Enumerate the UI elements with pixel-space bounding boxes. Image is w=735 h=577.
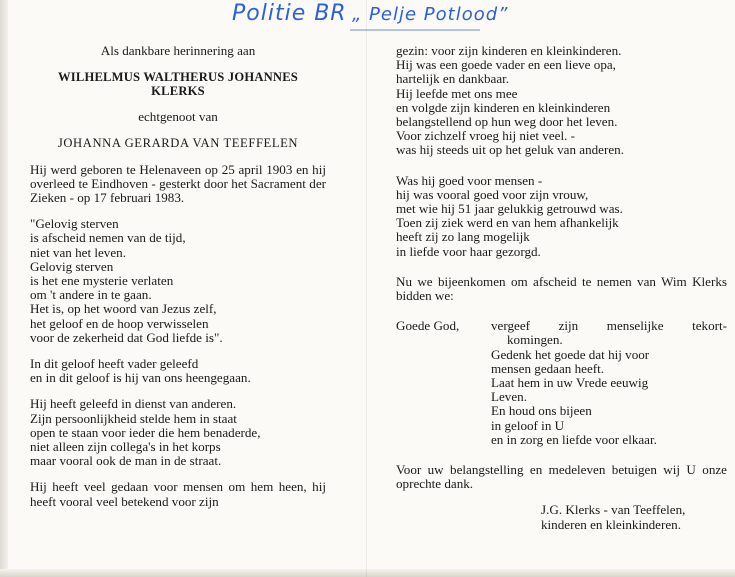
handwritten-underline: [350, 29, 480, 31]
intro-line: Als dankbare herinnering aan: [100, 43, 256, 58]
prayer-line: komingen.: [507, 332, 563, 348]
handwritten-annotation: [232, 1, 532, 37]
faith-stanza: [30, 357, 326, 385]
fold-line: [366, 0, 367, 577]
goodness-line: Was hij goed voor mensen -: [396, 172, 543, 188]
card-edge: [0, 0, 8, 577]
poem-line: is het ene mysterie verlaten: [30, 273, 174, 289]
faith-line: en in dit geloof is hij van ons heengegaan.: [30, 370, 251, 386]
poem-line: "Gelovig sterven: [30, 216, 119, 232]
family-line: belangstellend op hun weg door het leven.: [396, 114, 618, 130]
signature-block: [541, 503, 727, 531]
signature-line: J.G. Klerks - van Teeffelen,: [541, 502, 686, 518]
faith-line: In dit geloof heeft vader geleefd: [30, 356, 199, 372]
family-line: was hij steeds uit op het geluk van anderen.: [396, 142, 624, 158]
poem-line: voor de zekerheid dat God liefde is".: [30, 329, 223, 345]
gathering-paragraph: Nu we bijeenkomen om afscheid te nemen van Wim Klerks bidden we:: [396, 273, 727, 304]
poem-line: het geloof en de hoop verwisselen: [30, 315, 209, 331]
family-line: Voor zichzelf vroeg hij niet veel. -: [396, 128, 576, 144]
closing-paragraph: Hij heeft veel gedaan voor mensen om hem heen, hij heeft vooral veel betekend voor zijn: [30, 479, 326, 509]
service-stanza: [30, 397, 326, 468]
prayer-line: Leven.: [491, 389, 527, 405]
family-line: hartelijk en dankbaar.: [396, 71, 510, 87]
poem-line: om 't andere in te gaan.: [30, 287, 152, 303]
prayer-first-line: vergeef zijn menselijke tekort-: [491, 318, 727, 334]
poem-line: is afscheid nemen van de tijd,: [30, 230, 186, 246]
bio-paragraph: Hij werd geboren te Helenaveen op 25 april 1903 en hij overleed te Eindhoven - gesterkt door het Sacrament der Zieken - op 17 februari 1983.: [30, 161, 326, 206]
goodness-line: hij was vooral goed voor zijn vrouw,: [396, 186, 589, 202]
family-line: Hij was een goede vader en een lieve opa,: [396, 57, 616, 73]
goodness-line: Toen zij ziek werd en van hem afhankelijk: [396, 215, 619, 231]
prayer-line: in geloof in U: [491, 417, 565, 433]
prayer-block: [396, 319, 727, 447]
goodness-line: in liefde voor haar gezorgd.: [396, 243, 541, 259]
service-line: open te staan voor ieder die hem benaderde,: [30, 424, 261, 440]
card-edge-bottom: [0, 569, 735, 577]
right-column: [396, 44, 727, 532]
goodness-line: met wie hij 51 jaar gelukkig getrouwd was.: [396, 201, 623, 217]
prayer-body: [491, 319, 727, 447]
service-line: niet alleen zijn collega's in het korps: [30, 439, 221, 455]
poem-stanza: [30, 217, 326, 345]
deceased-name-line1: WILHELMUS WALTHERUS JOHANNES: [57, 70, 299, 85]
handwritten-tag: „ Pelje Potlood”: [352, 4, 509, 25]
goodness-line: heeft zij zo lang mogelijk: [396, 229, 530, 245]
prayer-line: Laat hem in uw Vrede eeuwig: [491, 375, 649, 391]
goodness-stanza: [396, 174, 727, 259]
deceased-name-line2: KLERKS: [151, 84, 205, 99]
family-line: Hij leefde met ons mee: [396, 85, 518, 101]
signature-line: kinderen en kleinkinderen.: [541, 516, 681, 532]
prayer-line: En houd ons bijeen: [491, 403, 592, 419]
prayer-opening: Goede God,: [396, 318, 460, 334]
prayer-line: Gedenk het goede dat hij voor: [491, 346, 650, 362]
relation-line: echtgenoot van: [138, 109, 218, 125]
service-line: Hij heeft geleefd in dienst van anderen.: [30, 396, 237, 412]
left-column: [30, 44, 326, 509]
service-line: maar vooral ook de man in de straat.: [30, 453, 222, 469]
thanks-paragraph: Voor uw belangstelling en medeleven betuigen wij U onze oprechte dank.: [396, 462, 727, 492]
spouse-name: JOHANNA GERARDA VAN TEEFFELEN: [57, 136, 299, 151]
family-line: en volgde zijn kinderen en kleinkinderen: [396, 99, 611, 115]
handwritten-agency: Politie BR: [232, 1, 347, 26]
prayer-line: mensen gedaan heeft.: [491, 360, 605, 376]
poem-line: Het is, op het woord van Jezus zelf,: [30, 301, 217, 317]
poem-line: niet van het leven.: [30, 244, 126, 260]
prayer-line: en in zorg en liefde voor elkaar.: [491, 431, 657, 447]
poem-line: Gelovig sterven: [30, 258, 114, 274]
service-line: Zijn persoonlijkheid stelde hem in staat: [30, 410, 237, 426]
family-stanza: [396, 44, 727, 158]
family-line: gezin: voor zijn kinderen en kleinkinderen.: [396, 43, 622, 58]
